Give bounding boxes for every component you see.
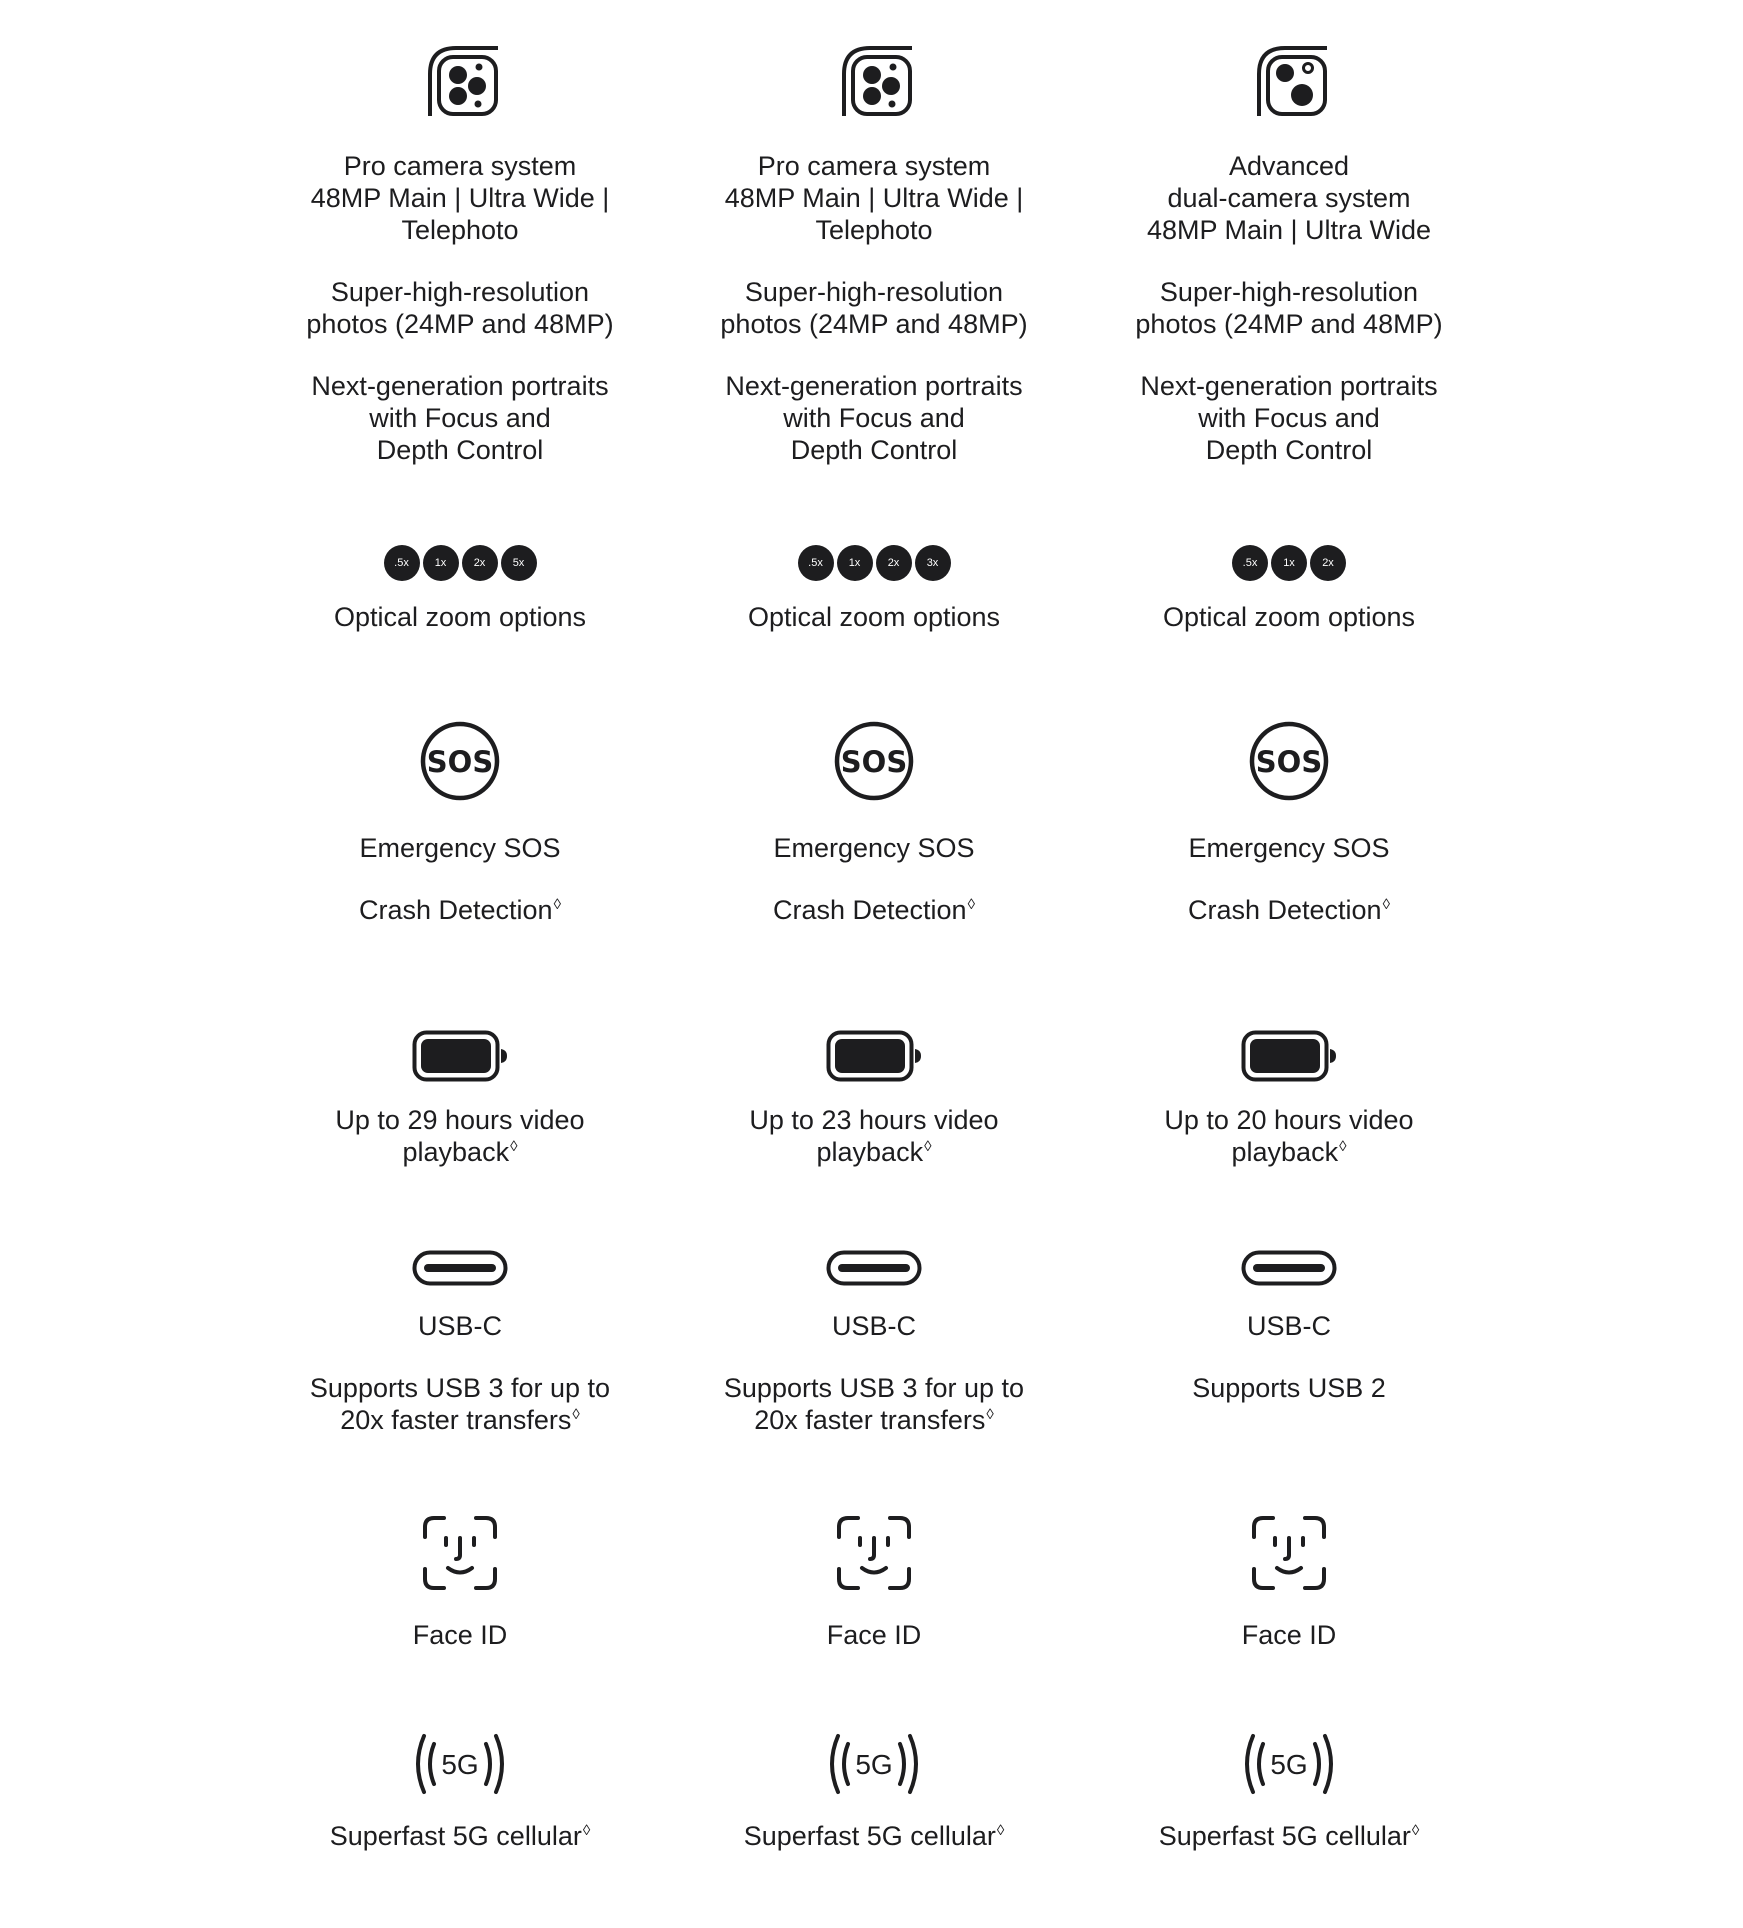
footnote-mark: ◊ [572, 1406, 580, 1423]
photo-resolution: Super-high-resolution photos (24MP and 48MP) [306, 277, 614, 339]
battery-life: Up to 29 hours video [335, 1105, 585, 1135]
battery-life-cont: playback◊ [816, 1137, 932, 1167]
battery-icon [826, 1030, 922, 1082]
usb-transfer-speed: Supports USB 3 for up to [723, 1373, 1025, 1403]
5g-cellular-icon [824, 1730, 924, 1798]
crash-detection-label: Crash Detection◊ [358, 895, 561, 925]
footnote-mark: ◊ [967, 896, 975, 913]
usb-transfer-speed: Supports USB 3 for up to [309, 1373, 611, 1403]
dual-camera-icon [1249, 40, 1329, 120]
photo-resolution: Super-high-resolution photos (24MP and 48MP) [720, 277, 1028, 339]
footnote-mark: ◊ [553, 896, 561, 913]
emergency-sos-label: Emergency SOS [359, 833, 561, 863]
cellular-label: Superfast 5G cellular◊ [743, 1821, 1005, 1851]
zoom-section [1079, 545, 1499, 633]
footnote-mark: ◊ [510, 1138, 518, 1155]
face-id-section [250, 1515, 670, 1651]
face-id-label: Face ID [826, 1620, 922, 1650]
camera-title: Pro camera system 48MP Main | Ultra Wide | Telephoto [310, 151, 610, 245]
sos-icon [833, 720, 915, 802]
usb-c-label: USB-C [417, 1311, 502, 1341]
zoom-options-icons [1232, 545, 1346, 581]
5g-cellular-icon [410, 1730, 510, 1798]
usb-section [250, 1250, 670, 1436]
footnote-mark: ◊ [1339, 1138, 1347, 1155]
zoom-option-badge: 3x [915, 545, 951, 581]
battery-life: Up to 20 hours video [1164, 1105, 1414, 1135]
battery-section [250, 1030, 670, 1168]
zoom-section [250, 545, 670, 633]
footnote-mark: ◊ [924, 1138, 932, 1155]
5g-icon-text: 5G [441, 1749, 479, 1780]
usb-section [1079, 1250, 1499, 1404]
triple-camera-icon [420, 40, 500, 120]
battery-life: Up to 23 hours video [749, 1105, 999, 1135]
zoom-option-badge: 2x [876, 545, 912, 581]
zoom-option-badge: 1x [1271, 545, 1307, 581]
safety-section [250, 720, 670, 926]
face-id-label: Face ID [412, 1620, 508, 1650]
sos-icon-text: SOS [840, 745, 908, 779]
face-id-icon [836, 1515, 912, 1591]
zoom-label: Optical zoom options [333, 602, 587, 632]
safety-section [664, 720, 1084, 926]
sos-icon [1248, 720, 1330, 802]
triple-camera-icon [834, 40, 914, 120]
footnote-mark: ◊ [1411, 1822, 1420, 1839]
5g-icon-text: 5G [855, 1749, 893, 1780]
cellular-section [250, 1730, 670, 1852]
usb-c-port-icon [412, 1250, 508, 1286]
usb-section [664, 1250, 1084, 1436]
face-id-icon [422, 1515, 498, 1591]
zoom-option-badge: .5x [798, 545, 834, 581]
footnote-mark: ◊ [996, 1822, 1005, 1839]
cellular-section [1079, 1730, 1499, 1852]
portraits-feature: Next-generation portraits with Focus and Depth Control [311, 371, 609, 465]
zoom-option-badge: .5x [384, 545, 420, 581]
sos-icon-text: SOS [426, 745, 494, 779]
cellular-label: Superfast 5G cellular◊ [329, 1821, 591, 1851]
usb-c-port-icon [826, 1250, 922, 1286]
battery-life-cont: playback◊ [402, 1137, 518, 1167]
battery-section [664, 1030, 1084, 1168]
usb-c-label: USB-C [1246, 1311, 1331, 1341]
face-id-label: Face ID [1241, 1620, 1337, 1650]
camera-title: Pro camera system 48MP Main | Ultra Wide | Telephoto [724, 151, 1024, 245]
5g-cellular-icon [1239, 1730, 1339, 1798]
photo-resolution: Super-high-resolution photos (24MP and 48MP) [1135, 277, 1443, 339]
zoom-label: Optical zoom options [747, 602, 1001, 632]
emergency-sos-label: Emergency SOS [1188, 833, 1390, 863]
battery-section [1079, 1030, 1499, 1168]
battery-life-cont: playback◊ [1231, 1137, 1347, 1167]
zoom-options-icons [384, 545, 537, 581]
zoom-label: Optical zoom options [1162, 602, 1416, 632]
camera-section [664, 40, 1084, 466]
cellular-section [664, 1730, 1084, 1852]
zoom-option-badge: .5x [1232, 545, 1268, 581]
zoom-option-badge: 2x [462, 545, 498, 581]
sos-icon [419, 720, 501, 802]
portraits-feature: Next-generation portraits with Focus and Depth Control [725, 371, 1023, 465]
zoom-section [664, 545, 1084, 633]
usb-transfer-speed-cont: 20x faster transfers◊ [754, 1405, 994, 1435]
battery-icon [1241, 1030, 1337, 1082]
zoom-option-badge: 1x [837, 545, 873, 581]
face-id-section [1079, 1515, 1499, 1651]
sos-icon-text: SOS [1255, 745, 1323, 779]
camera-title: Advanced dual-camera system 48MP Main | Ultra Wide [1146, 151, 1432, 245]
usb-transfer-speed-cont: 20x faster transfers◊ [340, 1405, 580, 1435]
usb-c-label: USB-C [831, 1311, 916, 1341]
crash-detection-label: Crash Detection◊ [1187, 895, 1390, 925]
face-id-icon [1251, 1515, 1327, 1591]
footnote-mark: ◊ [986, 1406, 994, 1423]
footnote-mark: ◊ [582, 1822, 591, 1839]
zoom-options-icons [798, 545, 951, 581]
camera-section [250, 40, 670, 466]
cellular-label: Superfast 5G cellular◊ [1158, 1821, 1420, 1851]
crash-detection-label: Crash Detection◊ [772, 895, 975, 925]
usb-c-port-icon [1241, 1250, 1337, 1286]
safety-section [1079, 720, 1499, 926]
5g-icon-text: 5G [1270, 1749, 1308, 1780]
portraits-feature: Next-generation portraits with Focus and Depth Control [1140, 371, 1438, 465]
zoom-option-badge: 1x [423, 545, 459, 581]
zoom-option-badge: 2x [1310, 545, 1346, 581]
battery-icon [412, 1030, 508, 1082]
emergency-sos-label: Emergency SOS [773, 833, 975, 863]
footnote-mark: ◊ [1382, 896, 1390, 913]
usb-transfer-speed: Supports USB 2 [1192, 1373, 1386, 1403]
camera-section [1079, 40, 1499, 466]
zoom-option-badge: 5x [501, 545, 537, 581]
face-id-section [664, 1515, 1084, 1651]
